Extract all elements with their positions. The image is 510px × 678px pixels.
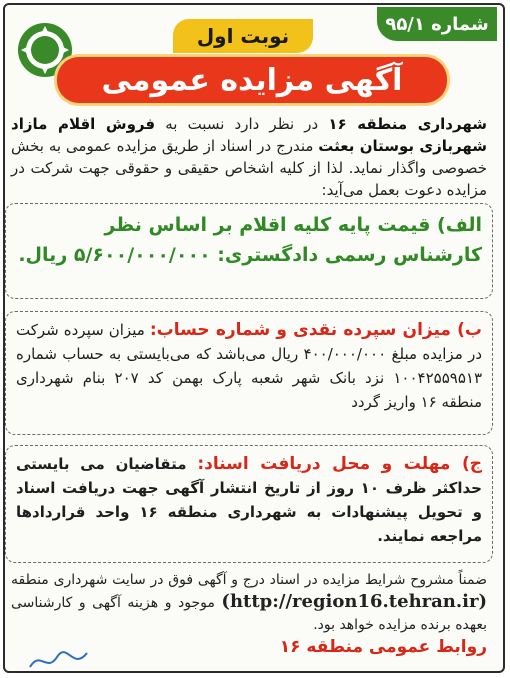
org-name: شهرداری منطقه ۱۶ xyxy=(328,115,487,133)
closing-text-1: ضمناً مشروح شرایط مزایده در اسناد درج و آگهی فوق در سایت شهرداری منطقه xyxy=(11,572,487,588)
round-badge: نوبت اول xyxy=(173,19,313,53)
section-b-heading: ب) میزان سپرده نقدی و شماره حساب: xyxy=(149,320,482,340)
intro-rest: مندرج در اسناد از طریق مزایده عمومی به بخش خصوصی واگذار نماید. لذا از کلیه اشخاص حقیقی و حقوقی جهت شرکت در مزایده دعوت بعمل می‌آید: xyxy=(11,137,487,199)
notice-frame xyxy=(3,3,505,673)
intro-paragraph xyxy=(11,113,487,201)
notice-number-badge: شماره ۹۵/۱ xyxy=(377,7,497,41)
section-b-box xyxy=(5,311,493,435)
section-b-body xyxy=(16,318,482,414)
website-link[interactable]: (http://region16.tehran.ir) xyxy=(221,591,487,612)
intro-lead: در نظر دارد نسبت به xyxy=(165,115,319,133)
notice-title: آگهی مزایده عمومی xyxy=(57,57,447,103)
section-c-box xyxy=(5,445,493,563)
section-b-text: میزان سپرده شرکت در مزایده مبلغ ۴۰۰/۰۰۰/۰۰۰ ریال می‌باشد که می‌بایستی به حساب شماره ۱۰۰۴۲۵۵۹۵۱۳ نزد بانک شهر شعبه پارک بهمن کد ۲۰۷ بنام شهرداری منطقه ۱۶ واریز گردد xyxy=(16,321,483,411)
section-c-text: متقاضیان می بایستی حداکثر ظرف ۱۰ روز از تاریخ انتشار آگهی جهت دریافت اسناد و تحویل پیشنهادات به شهرداری منطقه ۱۶ واحد قراردادها مراجعه نمایند. xyxy=(16,455,482,545)
closing-paragraph xyxy=(11,569,487,636)
section-a-box xyxy=(5,203,493,299)
section-c-body xyxy=(16,452,482,548)
section-c-heading: ج) مهلت و محل دریافت اسناد: xyxy=(197,454,482,474)
auction-subject: فروش اقلام مازاد شهربازی بوستان بعثت xyxy=(11,115,487,155)
section-a-heading: الف) قیمت پایه کلیه اقلام بر اساس نظر کارشناس رسمی دادگستری: ۵/۶۰۰/۰۰۰/۰۰۰ ریال. xyxy=(18,214,482,266)
footer-public-relations: روابط عمومی منطقه ۱۶ xyxy=(279,637,487,657)
closing-text-2: موجود و هزینه آگهی و کارشناسی بعهده برنده مزایده خواهد بود. xyxy=(11,595,487,633)
signature-icon xyxy=(25,645,95,675)
